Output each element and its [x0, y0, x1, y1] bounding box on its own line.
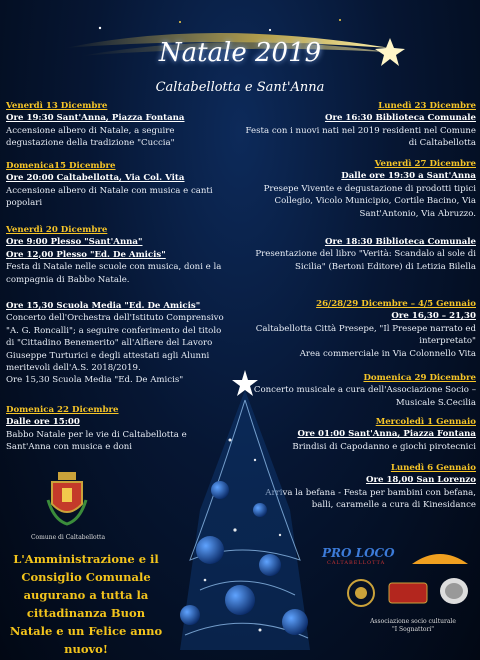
event-date: Venerdì 27 Dicembre: [374, 159, 476, 169]
event-right-2: [244, 158, 476, 220]
municipality-crest-icon: [44, 470, 90, 526]
event-place: Ore 01:00 Sant'Anna, Piazza Fontana: [297, 429, 476, 440]
event-date: Domenica15 Dicembre: [6, 161, 116, 171]
event-place: Ore 20:00 Caltabellotta, Via Col. Vita: [6, 173, 185, 184]
sponsor-logo-icon: [410, 544, 470, 568]
event-desc: Caltabellotta Città Presepe, "Il Presepe narrato ed interpretato": [255, 323, 476, 347]
event-desc: Accensione albero di Natale con musica e canti popolari: [6, 185, 213, 209]
event-place: Ore 19:30 Sant'Anna, Piazza Fontana: [6, 113, 185, 124]
event-date: Domenica 29 Dicembre: [363, 373, 476, 383]
event-right-3: [244, 236, 476, 273]
event-desc-2: Area commerciale in Via Colonnello Vita: [299, 348, 476, 359]
proloco-logo-subtitle: CALTABELLOTTA: [327, 560, 386, 566]
event-desc: Concerto musicale a cura dell'Associazione Socio – Musicale S.Cecilia: [253, 385, 476, 408]
event-desc: Brindisi di Capodanno e giochi pirotecnici: [292, 441, 476, 452]
association-line-2: "I Sognattori": [391, 626, 435, 633]
association-label: [350, 618, 476, 634]
event-date: Mercoledì 1 Gennaio: [375, 417, 476, 427]
event-place: Ore 15,30 Scuola Media "Ed. De Amicis": [6, 301, 201, 311]
event-right-4: [216, 298, 476, 360]
event-place: Dalle ore 15:00: [6, 417, 80, 428]
event-place: Dalle ore 19:30 a Sant'Anna: [341, 171, 476, 182]
sponsor-badge-icon: [388, 582, 428, 604]
event-desc: Festa di Natale nelle scuole con musica, doni e la compagnia di Babbo Natale.: [6, 262, 222, 285]
event-date: Domenica 22 Dicembre: [6, 405, 119, 415]
event-place-2: Ore 12,00 Plesso "Ed. De Amicis": [6, 249, 166, 260]
event-desc: Accensione albero di Natale, a seguire degustazione della tradizione "Cuccia": [6, 125, 175, 149]
proloco-logo: PRO LOCO: [322, 546, 395, 560]
event-left-3: [6, 224, 231, 286]
event-place: Ore 9:00 Plesso "Sant'Anna": [6, 237, 143, 248]
event-date: Lunedì 23 Dicembre: [378, 101, 476, 111]
event-desc: Arriva la befana - Festa per bambini con befana, balli, caramelle a cura di Kinesidance: [265, 487, 476, 511]
sognattori-logo-icon: [438, 576, 470, 606]
greeting-message: L'Amministrazione e il Consiglio Comunale augurano a tutta la cittadinanza Buon Natale e un Felice anno nuovo!: [9, 552, 163, 656]
event-desc-2: Ore 15,30 Scuola Media "Ed. De Amicis": [6, 375, 184, 386]
event-desc: Babbo Natale per le vie di Caltabellotta e Sant'Anna con musica e doni: [6, 429, 187, 453]
event-desc: Presepe Vivente e degustazione di prodotti tipici Collegio, Vicolo Municipio, Cortile Bacino, Via Sant'Antonio, Via Abruzzo.: [263, 183, 476, 219]
event-left-2: [6, 160, 231, 210]
page-title: Natale 2019: [158, 38, 322, 68]
event-place: Ore 18:30 Biblioteca Comunale: [324, 237, 476, 247]
event-date: Lunedì 6 Gennaio: [390, 463, 476, 473]
event-desc: Festa con i nuovi nati nel 2019 residenti nel Comune di Caltabellotta: [245, 125, 476, 149]
event-desc: Concerto dell'Orchestra dell'Istituto Comprensivo "A. G. Roncalli"; a seguire conferimento del titolo di "Cittadino Benemerito" all'Alfiere del Lavoro Giuseppe Turturici e degli attestati agli Alunni meritevoli dell'A.S. 2018/2019.: [6, 313, 224, 374]
event-place: Ore 18,00 San Lorenzo: [365, 475, 476, 486]
association-seal-icon: [344, 578, 378, 608]
event-right-1: [244, 100, 476, 150]
event-place: Ore 16,30 – 21,30: [391, 311, 476, 322]
association-line-1: Associazione socio culturale: [370, 618, 456, 625]
event-date: 26/28/29 Dicembre – 4/5 Gennaio: [316, 299, 476, 309]
municipality-label: Comune di Caltabellotta: [30, 534, 106, 541]
event-desc: Presentazione del libro "Verità: Scandalo al sole di Sicilia" (Bertoni Editore) di Letizia Bilella: [255, 249, 476, 272]
event-date: Venerdì 13 Dicembre: [6, 101, 108, 111]
christmas-tree-icon: [160, 360, 330, 660]
event-date: Venerdì 20 Dicembre: [6, 225, 108, 235]
event-place: Ore 16:30 Biblioteca Comunale: [324, 113, 476, 124]
page-subtitle: Caltabellotta e Sant'Anna: [155, 80, 325, 95]
event-left-1: [6, 100, 231, 150]
